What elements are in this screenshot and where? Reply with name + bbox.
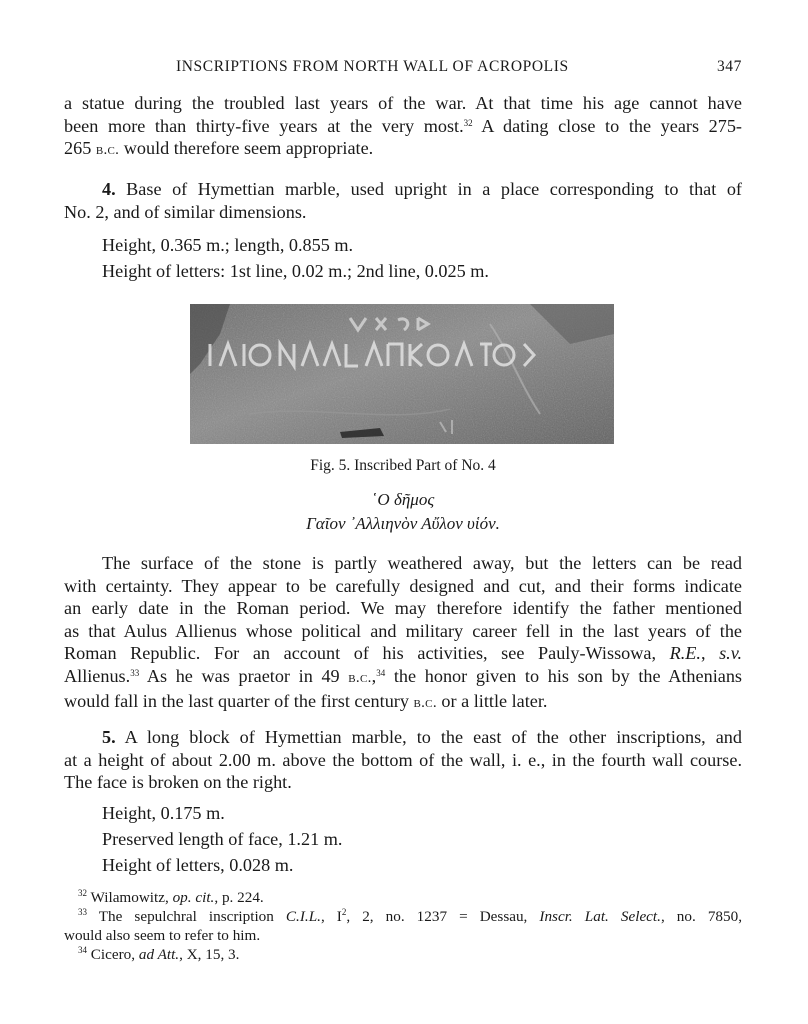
item-4-description: [64, 178, 742, 223]
measurement-line: Height of letters: 1st line, 0.02 m.; 2nd line, 0.025 m.: [102, 261, 489, 281]
italic-span: op. cit.: [172, 889, 215, 906]
page-number: 347: [716, 58, 742, 75]
text-span: , I: [320, 908, 342, 925]
italic-span: R.E.: [669, 643, 701, 664]
footnote-33: [64, 907, 742, 945]
item-5-description: [64, 726, 742, 794]
text-line: [64, 178, 742, 201]
italic-span: C.I.L.: [285, 908, 321, 925]
text-span: As he was praetor in 49: [139, 665, 349, 686]
item-number: 4.: [102, 179, 116, 199]
measurement-line: Height of letters, 0.028 m.: [102, 855, 294, 875]
text-span: The sepulchral inscription: [87, 908, 286, 925]
item-5-measurements: [102, 800, 342, 878]
text-span: Base of Hymettian marble, used upright in a place corresponding to that of: [115, 179, 742, 199]
footnote-34: [64, 945, 742, 964]
italic-span: Inscr. Lat. Select.: [539, 908, 661, 925]
text-span: A dating close to the years 275-: [472, 115, 742, 136]
footnote-ref: 34: [376, 667, 386, 678]
text-span: Wilamowitz,: [87, 889, 173, 906]
text-span: 265: [64, 138, 96, 159]
text-line: at a height of about 2.00 m. above the bottom of the wall, i. e., in the fourth wall course.: [64, 749, 742, 770]
text-line: [64, 115, 742, 138]
text-span: , 2, no. 1237 = Dessau,: [346, 908, 540, 925]
running-head: [64, 58, 742, 80]
footnote-number: 32: [78, 888, 87, 898]
text-span: Roman Republic. For an account of his activities, see Pauly-Wissowa,: [64, 643, 670, 664]
text-span: or a little later.: [436, 690, 548, 711]
footnote-ref: 33: [130, 667, 140, 678]
italic-span: s.v.: [719, 643, 742, 664]
text-line: [64, 726, 742, 749]
italic-span: ad Att.: [138, 946, 180, 963]
text-line: The surface of the stone is partly weathered away, but the letters can be read: [102, 553, 742, 573]
text-line: No. 2, and of similar dimensions.: [64, 201, 307, 222]
text-span: ,: [700, 643, 720, 664]
item-number: 5.: [102, 727, 116, 747]
greek-text-line-1: ῾Ο δῆμος: [371, 490, 435, 509]
text-line: [64, 690, 742, 715]
text-line: [64, 137, 742, 162]
footnote-number: 34: [78, 945, 87, 955]
era-abbrev: b.c.: [348, 669, 372, 686]
footnotes: [64, 888, 742, 964]
text-span: would fall in the last quarter of the first century: [64, 690, 414, 711]
text-span: the honor given to his son by the Athenians: [385, 665, 742, 686]
text-line: [64, 642, 742, 665]
era-abbrev: b.c.: [413, 694, 437, 711]
superscript: 2: [341, 907, 347, 917]
paragraph-continuation: [64, 92, 742, 162]
text-line: [64, 665, 742, 690]
greek-text-line-2: Γαῖον ᾿Αλλιηνὸν Αὔλον υἱόν.: [306, 514, 500, 533]
text-span: , p. 224.: [214, 889, 264, 906]
measurement-line: Height, 0.365 m.; length, 0.855 m.: [102, 235, 354, 255]
running-head-title: INSCRIPTIONS FROM NORTH WALL OF ACROPOLIS: [176, 58, 569, 75]
inscription-photograph: [190, 304, 614, 444]
text-span: A long block of Hymettian marble, to the east of the other inscriptions, and: [115, 727, 742, 747]
text-span: been more than thirty-five years at the very most.: [64, 115, 464, 136]
footnote-32: [64, 888, 742, 907]
paragraph-commentary: [64, 552, 742, 714]
footnote-ref: 32: [463, 117, 473, 128]
text-span: , no. 7850,: [660, 908, 742, 925]
footnote-number: 33: [78, 907, 87, 917]
text-line: with certainty. They appear to be carefully designed and cut, and their forms indicate: [64, 575, 742, 596]
text-line: [64, 907, 742, 926]
measurement-line: Preserved length of face, 1.21 m.: [102, 829, 343, 849]
text-span: would therefore seem appropriate.: [119, 138, 374, 159]
text-span: Allienus.: [64, 665, 131, 686]
era-abbrev: b.c.: [95, 142, 120, 159]
text-line: a statue during the troubled last years of the war. At that time his age cannot have: [64, 93, 742, 113]
figure-caption: Fig. 5. Inscribed Part of No. 4: [310, 457, 496, 474]
text-line: The face is broken on the right.: [64, 772, 292, 793]
measurement-line: Height, 0.175 m.: [102, 803, 225, 823]
text-span: , X, 15, 3.: [179, 946, 240, 963]
stone-photo-drawing: [190, 304, 614, 444]
text-span: Cicero,: [87, 946, 139, 963]
text-line: as that Aulus Allienus whose political and military career fell in the last years of the: [64, 620, 742, 641]
text-line: would also seem to refer to him.: [64, 927, 261, 944]
text-line: an early date in the Roman period. We may therefore identify the father mentioned: [64, 598, 742, 619]
item-4-measurements: [102, 232, 489, 284]
text-span: ,: [371, 665, 377, 686]
